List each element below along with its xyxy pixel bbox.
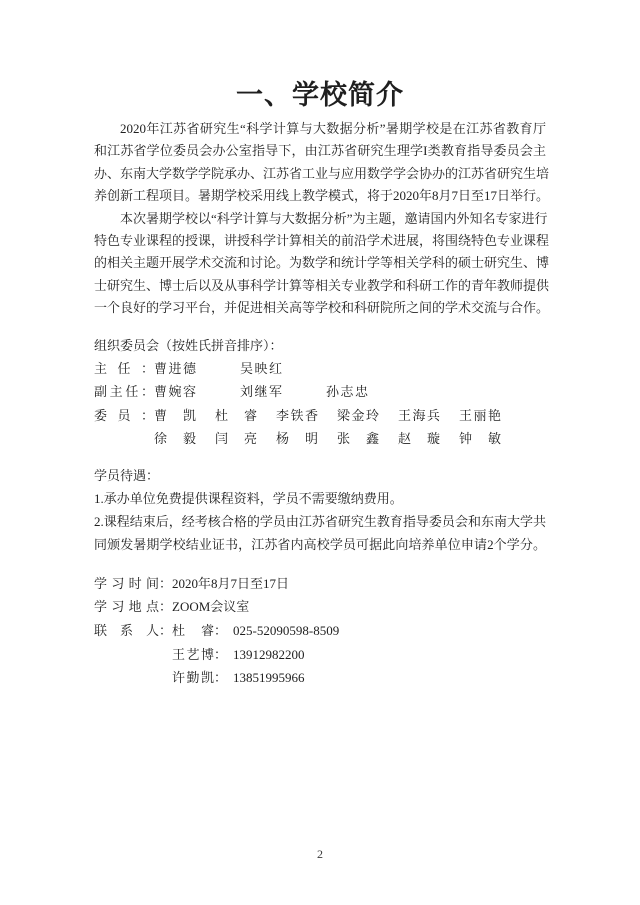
document-page [94, 0, 550, 690]
committee-member-name: 梁金玲 [337, 407, 379, 423]
committee-member-name: 刘继军 [240, 384, 282, 400]
study-place-value: ZOOM会议室 [172, 599, 250, 615]
contact-label: 联系人 [94, 623, 159, 639]
committee-member-name: 钟敏 [459, 431, 501, 447]
benefits-heading: 学员待遇： [94, 467, 160, 483]
paragraph-line: 办、东南大学数学学院承办、江苏省工业与应用数学学会协办的江苏省研究生培 [94, 165, 550, 181]
colon: ： [214, 623, 228, 639]
benefit-item-2-line-1: 2.课程结束后，经考核合格的学员由江苏省研究生教育指导委员会和东南大学共 [94, 513, 546, 529]
study-time-value: 2020年8月7日至17日 [172, 575, 290, 591]
contact-name: 杜睿 [172, 623, 215, 639]
contact-row-3 [172, 666, 546, 690]
committee-role-label: 副主任： [94, 384, 154, 400]
committee-row-deputy [94, 380, 546, 404]
study-time-row [94, 572, 546, 596]
committee-member-name: 曹进德 [154, 360, 196, 376]
committee-member-name: 吴映红 [240, 360, 282, 376]
intro-paragraph-1 [94, 118, 550, 208]
contact-phone: 13851995966 [233, 670, 305, 686]
paragraph-line: 士研究生、博士后以及从事科学计算等相关专业教学和科研工作的青年教师提供 [94, 277, 550, 293]
paragraph-line: 的相关主题开展学术交流和讨论。为数学和统计学等相关学科的硕士研究生、博 [94, 255, 550, 271]
page-number: 2 [317, 847, 323, 861]
paragraph-line: 本次暑期学校以“科学计算与大数据分析”为主题，邀请国内外知名专家进行 [120, 210, 548, 226]
contact-row-2 [172, 643, 546, 667]
committee-row-director [94, 357, 546, 381]
committee-role-label: 委员： [94, 407, 154, 423]
committee-member-name: 王海兵 [398, 407, 440, 423]
contact-name: 王艺博 [172, 646, 214, 662]
info-section [94, 572, 546, 691]
paragraph-line: 一个良好的学习平台，并促进相关高等学校和科研院所之间的学术交流与合作。 [94, 300, 550, 316]
contact-row-1 [94, 619, 546, 643]
colon: ： [159, 599, 173, 615]
benefits-section [94, 464, 546, 556]
contact-name: 许勤凯 [172, 670, 214, 686]
committee-member-name: 赵璇 [398, 431, 440, 447]
colon: ： [159, 575, 173, 591]
committee-member-name: 王丽艳 [459, 407, 501, 423]
intro-paragraph-2 [94, 208, 550, 320]
page-title: 一、学校简介 [236, 80, 404, 110]
committee-row-members-2 [94, 427, 546, 451]
study-time-label: 学习时间 [94, 575, 159, 591]
committee-member-name: 杜睿 [215, 407, 257, 423]
colon: ： [214, 646, 228, 662]
committee-member-name: 张鑫 [337, 431, 379, 447]
benefit-item-1: 1.承办单位免费提供课程资料，学员不需要缴纳费用。 [94, 490, 403, 506]
paragraph-line: 和江苏省学位委员会办公室指导下，由江苏省研究生理学I类教育指导委员会主 [94, 143, 546, 159]
benefit-item-2-line-2: 同颁发暑期学校结业证书，江苏省内高校学员可据此向培养单位申请2个学分。 [94, 536, 546, 552]
colon: ： [214, 670, 228, 686]
committee-member-name: 李铁香 [276, 407, 318, 423]
contact-phone: 025-52090598-8509 [233, 623, 340, 639]
committee-member-name: 徐毅 [154, 431, 196, 447]
committee-member-name: 杨明 [276, 431, 318, 447]
committee-section [94, 334, 546, 451]
committee-member-name: 闫亮 [215, 431, 257, 447]
paragraph-line: 养创新工程项目。暑期学校采用线上教学模式，将于2020年8月7日至17日举行。 [94, 188, 550, 204]
study-place-label: 学习地点 [94, 599, 159, 615]
committee-role-label: 主任： [94, 360, 154, 376]
paragraph-line: 特色专业课程的授课，讲授科学计算相关的前沿学术进展，将围绕特色专业课程 [94, 233, 550, 249]
colon: ： [159, 623, 173, 639]
contact-phone: 13912982200 [233, 646, 305, 662]
committee-member-name: 曹婉容 [154, 384, 196, 400]
committee-member-name: 曹凯 [154, 407, 196, 423]
paragraph-line: 2020年江苏省研究生“科学计算与大数据分析”暑期学校是在江苏省教育厅 [120, 121, 546, 136]
committee-heading: 组织委员会（按姓氏拼音排序）： [94, 337, 283, 353]
committee-row-members-1 [94, 404, 546, 428]
committee-member-name: 孙志忠 [326, 384, 368, 400]
study-place-row [94, 595, 546, 619]
